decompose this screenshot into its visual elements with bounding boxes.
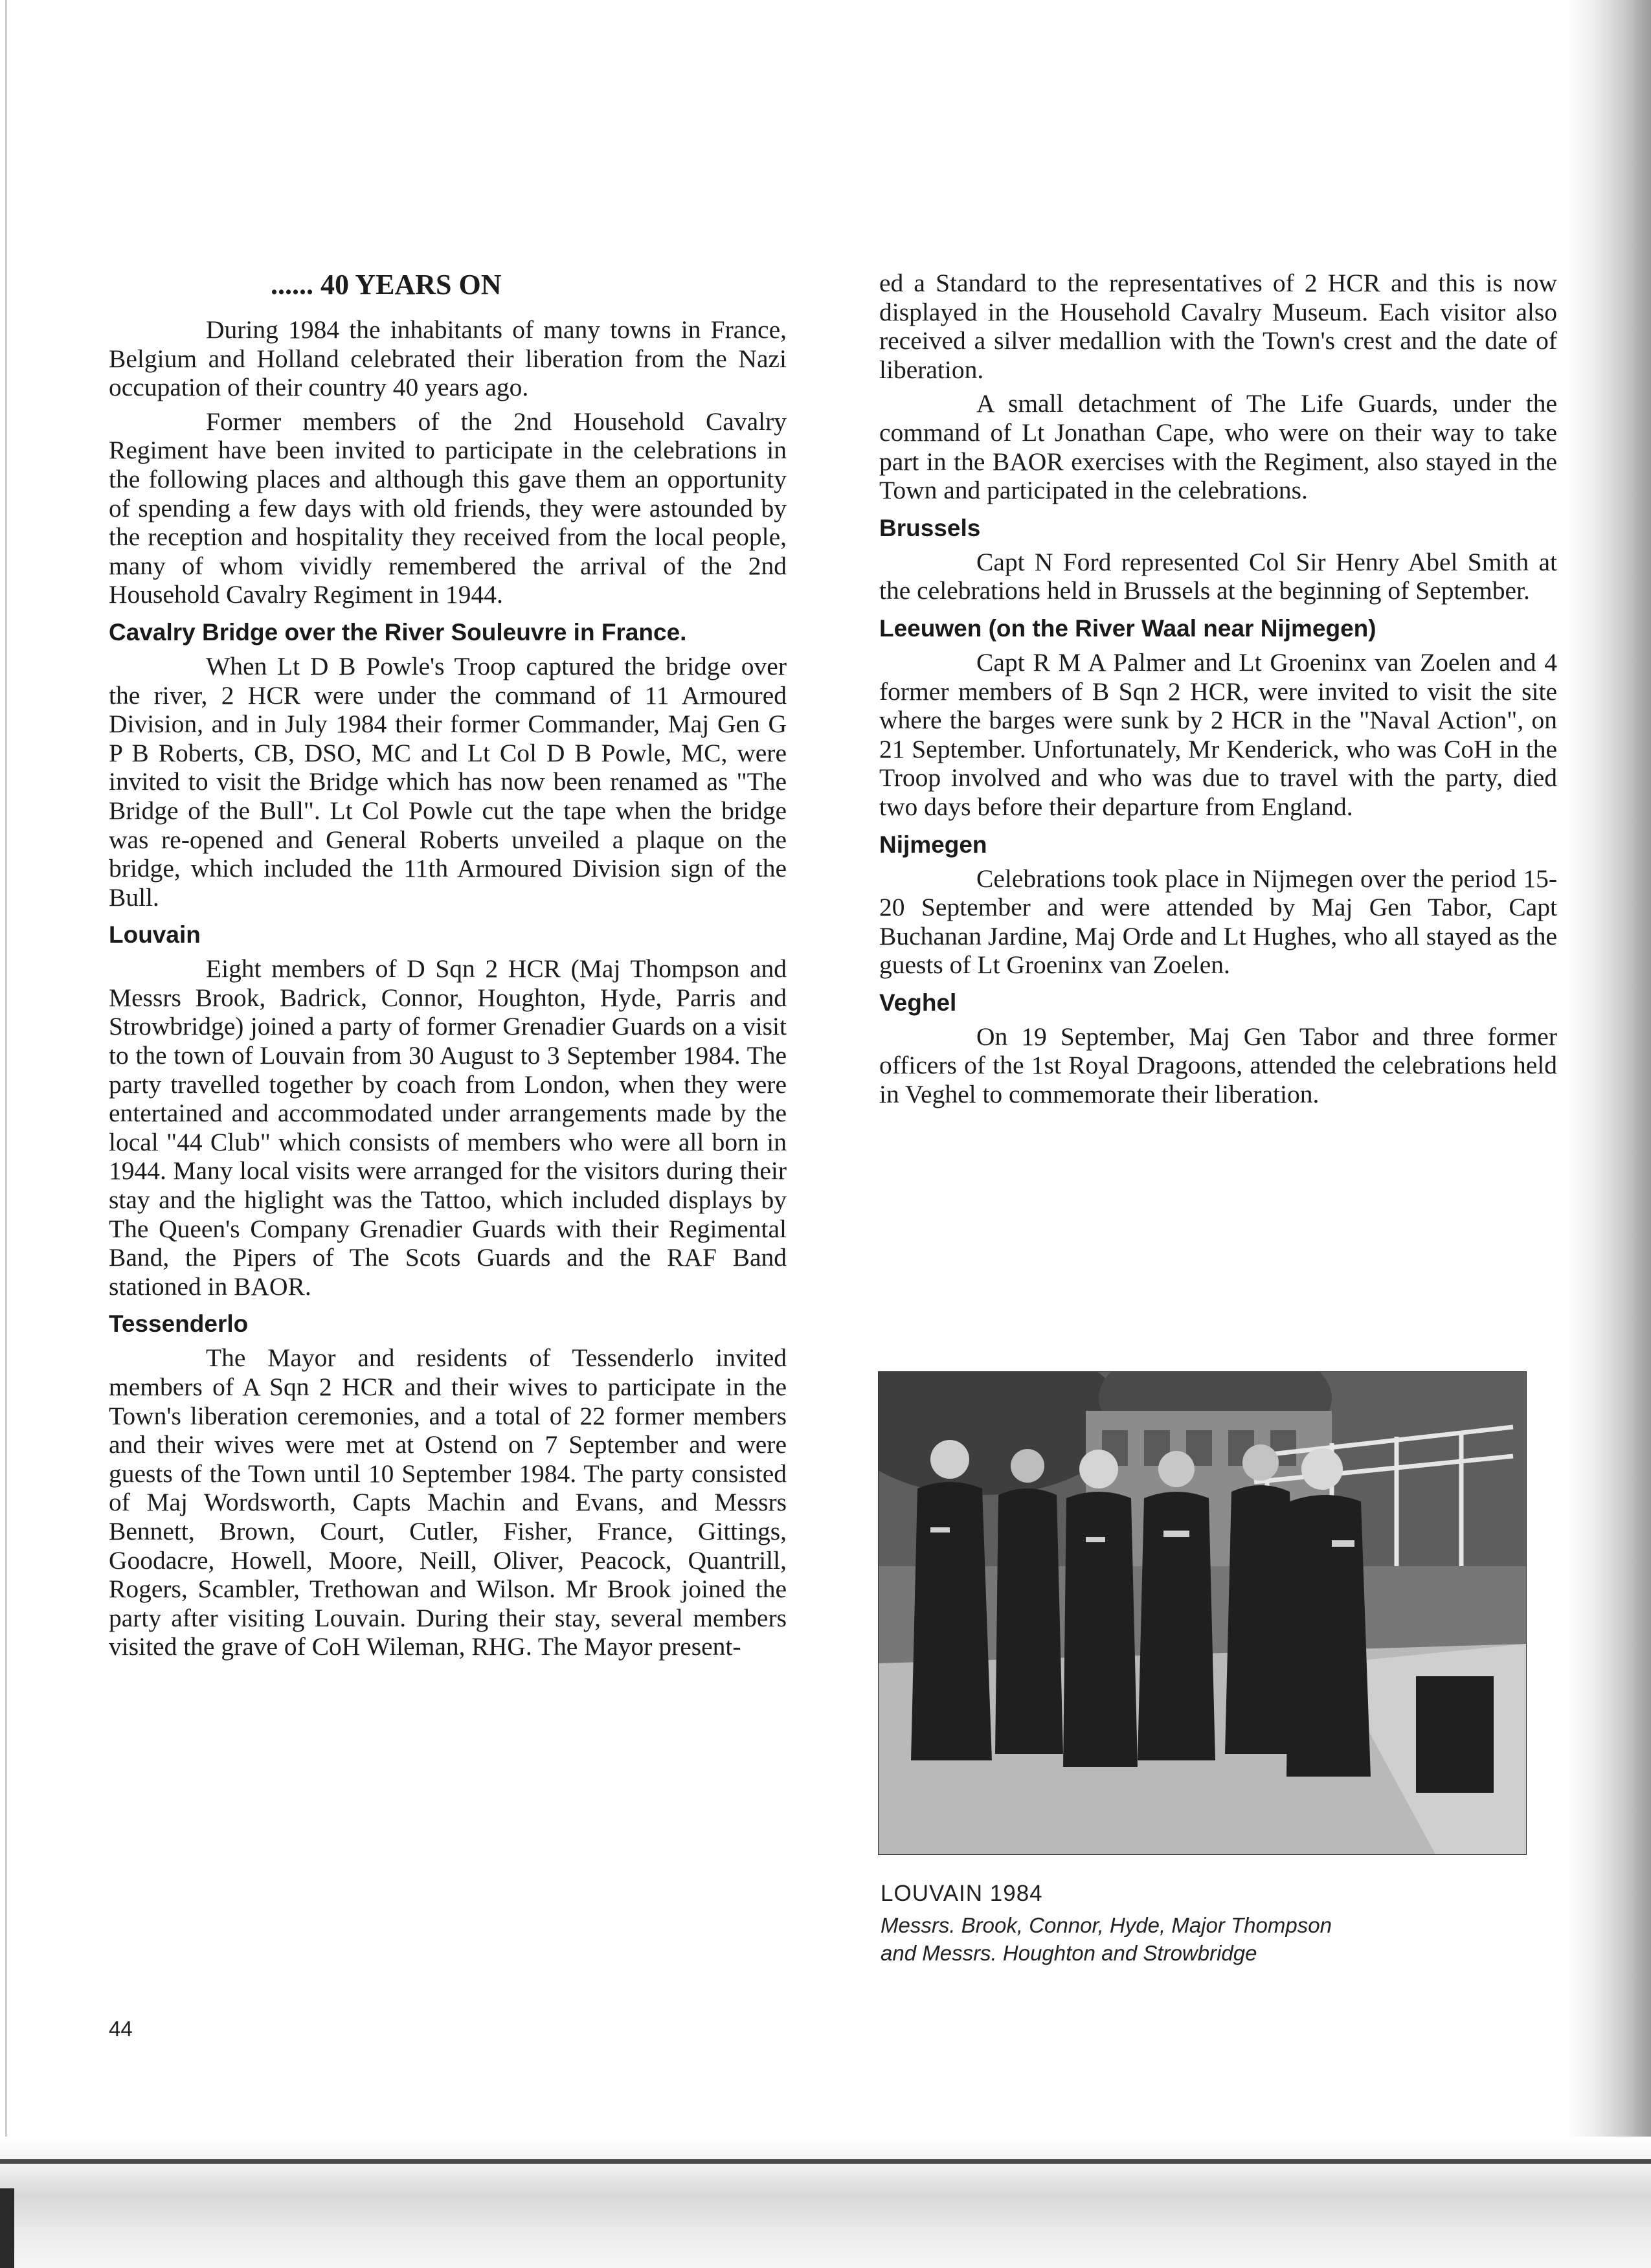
paragraph-louvain: Eight members of D Sqn 2 HCR (Maj Thompson and Messrs Brook, Badrick, Connor, Houghton, Hyde, Parris and Strowbridge) joined a party of former Grenadier Guards on a visit to the town of Louvain from 30 August to 3 September 1984. The party travelled together by coach from London, when they were entertained and accommodated under arrangements made by the local "44 Club" which consists of members who were all born in 1944. Many local visits were arranged for the visitors during their stay and the higlight was the Tattoo, which included displays by The Queen's Company Grenadier Guards with their Regimental Band, the Pipers of The Scots Guards and the RAF Band stationed in BAOR.	[109, 954, 787, 1301]
article-title: ...... 40 YEARS ON	[271, 269, 502, 300]
paragraph-leeuwen: Capt R M A Palmer and Lt Groeninx van Zoelen and 4 former members of B Sqn 2 HCR, were invited to visit the site where the barges were sunk by 2 HCR in the "Naval Action", on 21 September. Unfortunately, Mr Kenderick, who was CoH in the Troop involved and who was due to travel with the party, died two days before their departure from England.	[879, 647, 1557, 821]
paragraph-brussels: Capt N Ford represented Col Sir Henry Abel Smith at the celebrations held in Brussels at the beginning of September.	[879, 547, 1557, 605]
scan-bottom-left-mark	[0, 2188, 14, 2268]
photo-illustration	[879, 1372, 1526, 1854]
heading-brussels: Brussels	[879, 514, 981, 541]
photo-caption-title: LOUVAIN 1984	[881, 1881, 1043, 1906]
scan-bottom-line	[0, 2159, 1651, 2164]
heading-leeuwen: Leeuwen (on the River Waal near Nijmegen)	[879, 614, 1376, 642]
scan-left-edge	[5, 0, 7, 2268]
paragraph-tessenderlo-part-1: The Mayor and residents of Tessenderlo invited members of A Sqn 2 HCR and their wives to participate in the Town's liberation ceremonies, and a total of 22 former members and their wives were met at Ostend on 7 September and were guests of the Town until 10 September 1984. The party consisted of Maj Wordsworth, Capts Machin and Evans, and Messrs Bennett, Brown, Court, Cutler, Fisher, France, Gittings, Goodacre, Howell, Moore, Neill, Oliver, Peacock, Quantrill, Rogers, Scambler, Trethowan and Wilson. Mr Brook joined the party after visiting Louvain. During their stay, several members visited the grave of CoH Wileman, RHG. The Mayor present-	[109, 1343, 787, 1661]
scan-right-shadow	[1567, 0, 1651, 2268]
paragraph-cavalry-bridge: When Lt D B Powle's Troop captured the bridge over the river, 2 HCR were under the command of 11 Armoured Division, and in July 1984 their former Commander, Maj Gen G P B Roberts, CB, DSO, MC and Lt Col D B Powle, MC, were invited to visit the Bridge which has now been renamed as "The Bridge of the Bull". Lt Col Powle cut the tape when the bridge was re-opened and General Roberts unveiled a plaque on the bridge, which included the 11th Armoured Division sign of the Bull.	[109, 651, 787, 912]
paragraph-tessenderlo-part-2: ed a Standard to the representatives of 2 HCR and this is now displayed in the Household Cavalry Museum. Each visitor also received a silver medallion with the Town's crest and the date of liberation.	[879, 269, 1557, 384]
photo-caption-line-1: Messrs. Brook, Connor, Hyde, Major Thompson	[881, 1913, 1332, 1937]
right-column	[879, 269, 1557, 1109]
heading-veghel: Veghel	[879, 989, 957, 1016]
heading-cavalry-bridge: Cavalry Bridge over the River Souleuvre in France.	[109, 618, 687, 646]
photo-caption-line-2: and Messrs. Houghton and Strowbridge	[881, 1941, 1257, 1965]
left-column	[109, 269, 787, 1661]
intro-paragraph-2: Former members of the 2nd Household Cavalry Regiment have been invited to participate in the celebrations in the following places and although this gave them an opportunity of spending a few days with old friends, they were astounded by the reception and hospitality they received from the local people, many of whom vividly remembered the arrival of the 2nd Household Cavalry Regiment in 1944.	[109, 407, 787, 609]
paragraph-tessenderlo-life-guards: A small detachment of The Life Guards, under the command of Lt Jonathan Cape, who were on their way to take part in the BAOR exercises with the Regiment, also stayed in the Town and participated in the celebrations.	[879, 389, 1557, 505]
heading-louvain: Louvain	[109, 921, 201, 949]
page-number: 44	[109, 2017, 133, 2041]
paragraph-veghel: On 19 September, Maj Gen Tabor and three former officers of the 1st Royal Dragoons, attended the celebrations held in Veghel to commemorate their liberation.	[879, 1022, 1557, 1109]
paragraph-nijmegen: Celebrations took place in Nijmegen over the period 15-20 September and were attended by Maj Gen Tabor, Capt Buchanan Jardine, Maj Orde and Lt Hughes, who all stayed as the guests of Lt Groeninx van Zoelen.	[879, 864, 1557, 980]
heading-tessenderlo: Tessenderlo	[109, 1310, 249, 1338]
louvain-group-photo	[878, 1371, 1527, 1855]
heading-nijmegen: Nijmegen	[879, 831, 987, 858]
scan-bottom-shadow	[0, 2137, 1651, 2268]
intro-paragraph-1: During 1984 the inhabitants of many towns in France, Belgium and Holland celebrated their liberation from the Nazi occupation of their country 40 years ago.	[109, 315, 787, 402]
